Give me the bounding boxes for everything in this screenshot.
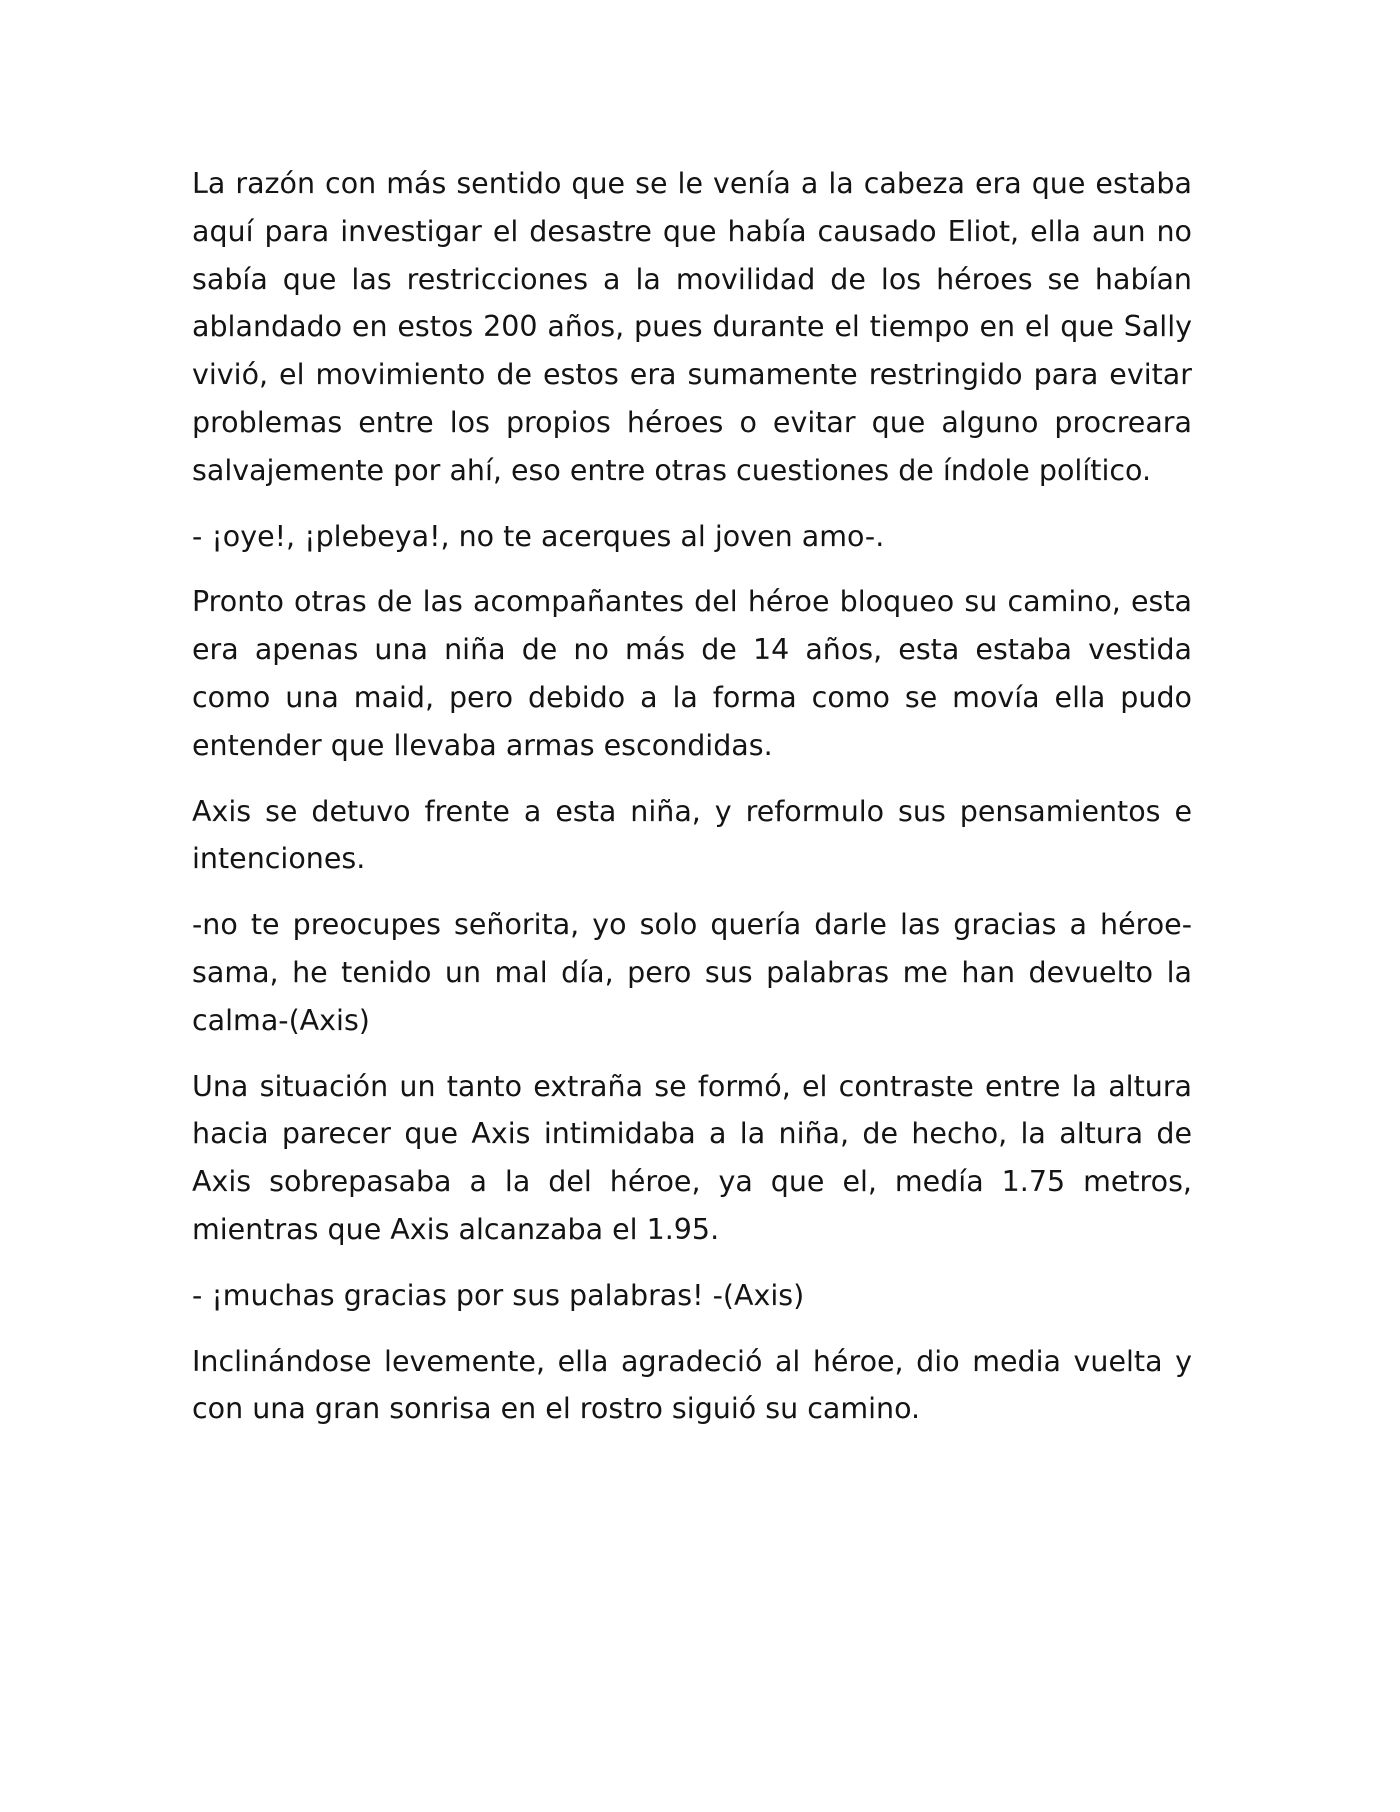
paragraph-8: Inclinándose levemente, ella agradeció al héroe, dio media vuelta y con una gran sonrisa en el rostro siguió su camino. xyxy=(192,1344,1192,1426)
body-text xyxy=(192,160,1192,1433)
paragraph-1: La razón con más sentido que se le venía a la cabeza era que estaba aquí para investigar el desastre que había causado Eliot, ella aun no sabía que las restricciones a la movilidad de los héroes se habían ablandado en estos 200 años, pues durante el tiempo en el que Sally vivió, el movimiento de estos era sumamente restringido para evitar problemas entre los propios héroes o evitar que alguno procreara salvajemente por ahí, eso entre otras cuestiones de índole político. xyxy=(192,167,1192,487)
paragraph-4: Axis se detuvo frente a esta niña, y reformulo sus pensamientos e intenciones. xyxy=(192,794,1192,876)
paragraph-2: - ¡oye!, ¡plebeya!, no te acerques al joven amo-. xyxy=(192,519,885,553)
paragraph-3: Pronto otras de las acompañantes del héroe bloqueo su camino, esta era apenas una niña de no más de 14 años, esta estaba vestida como una maid, pero debido a la forma como se movía ella pudo entender que llevaba armas escondidas. xyxy=(192,585,1192,762)
paragraph-7: - ¡muchas gracias por sus palabras! -(Axis) xyxy=(192,1278,805,1312)
paragraph-6: Una situación un tanto extraña se formó, el contraste entre la altura hacia parecer que Axis intimidaba a la niña, de hecho, la altura de Axis sobrepasaba a la del héroe, ya que el, medía 1.75 metros, mientras que Axis alcanzaba el 1.95. xyxy=(192,1069,1192,1246)
paragraph-5: -no te preocupes señorita, yo solo quería darle las gracias a héroe-sama, he tenido un mal día, pero sus palabras me han devuelto la calma-(Axis) xyxy=(192,908,1192,1037)
